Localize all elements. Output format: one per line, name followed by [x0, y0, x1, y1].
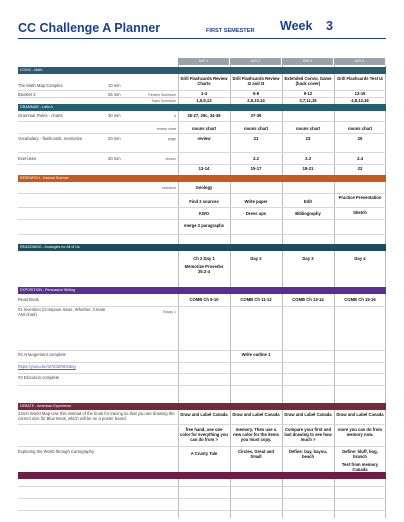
cell: Circles, Great and Small — [238, 449, 274, 459]
cell: 21 — [253, 136, 259, 141]
row-sub-label: page — [168, 137, 176, 141]
row-label: Exercises — [18, 156, 37, 161]
cell: Define: bluff, bog, branch — [342, 449, 378, 459]
row-sub-label: Essay 1 — [163, 310, 176, 314]
cell: 23 — [305, 136, 311, 141]
row-sub-label: Topic Schedule — [151, 99, 176, 103]
section-band-grammar: GRAMMAR - Latin A — [18, 104, 386, 111]
cell: Test from memory Canada — [341, 462, 379, 472]
row-label: The Math Map Complex — [18, 83, 63, 88]
cell: memory. Then use a new color for the items you must copy. — [233, 427, 279, 442]
row-sub-label: review chart — [156, 127, 176, 131]
semester-label: FIRST SEMESTER — [206, 28, 255, 34]
day-4-header: DAY 4 — [334, 58, 386, 65]
day-3-header: DAY 3 — [282, 58, 334, 65]
row-time: 30 min — [108, 113, 121, 118]
cell-logic-day1: Drill Flashcards Review Charts — [180, 76, 228, 86]
row-time: 10 min — [108, 83, 121, 88]
cell: Sketch — [353, 210, 367, 215]
cell: 13-14 — [198, 166, 210, 171]
row-divider — [18, 306, 386, 307]
cell: merge 2 paragraphs — [183, 223, 225, 228]
cell: review — [197, 136, 211, 141]
cell: Draw and Label Canada — [180, 412, 228, 417]
cell: 13-16 — [354, 91, 366, 96]
row-label: Booklet 3 — [18, 92, 36, 97]
section-band-logic: LOGIC - Math — [18, 67, 386, 74]
cell: Edit — [304, 199, 312, 204]
cell: 25 — [357, 136, 363, 141]
row-divider — [18, 133, 386, 134]
row-time: 20 min — [108, 136, 121, 141]
cell: 2.3 — [305, 156, 311, 161]
week-label: Week — [280, 19, 313, 33]
cell: Find 2 sources — [189, 199, 219, 204]
cell: 22 — [357, 166, 363, 171]
row-divider — [18, 164, 386, 165]
row-divider — [18, 486, 386, 487]
cell: 3,7,11,15 — [299, 98, 317, 103]
cell: Define: bay, bayou, beach — [288, 449, 328, 459]
row-divider — [18, 424, 386, 425]
row-divider — [18, 121, 386, 122]
cell: Practice Presentation — [338, 195, 382, 200]
cell: nouns chart — [348, 126, 372, 131]
row-divider — [18, 234, 386, 235]
row-label: Read Book — [18, 297, 39, 302]
row-divider — [18, 97, 386, 98]
cell: 4,8,12,16 — [351, 98, 369, 103]
row-divider — [18, 207, 386, 208]
cell: 18-21 — [302, 166, 314, 171]
cell: Day 4 — [354, 256, 366, 261]
row-divider — [18, 385, 386, 386]
row-sub-label: lesson — [165, 157, 176, 161]
cell: more you can do from memory now. — [338, 427, 382, 437]
week-number: 3 — [326, 19, 333, 33]
cell: 37-39 — [250, 113, 262, 118]
cell: Draw and Label Canada — [336, 412, 384, 417]
cell: 2.4 — [357, 156, 363, 161]
cell-logic-day3: Extended Convo. Game (back cover) — [284, 76, 332, 86]
cell: nouns chart — [192, 126, 216, 131]
row-divider — [18, 362, 386, 363]
row-sub-label: Review Schedule — [148, 93, 176, 97]
cell: Memorize Proverbs 25:2-4 — [184, 264, 224, 274]
video-link[interactable]: https://youtu.be/1PZd2R8G6eg — [18, 364, 76, 369]
row-divider — [18, 152, 386, 153]
cell: COMB Ch 13-14 — [292, 297, 324, 302]
cell: nouns chart — [296, 126, 320, 131]
row-sub-label: research — [162, 186, 176, 190]
row-divider — [18, 219, 386, 220]
cell: Day 3 — [302, 256, 314, 261]
row-label: Grammar Rules - charts — [18, 113, 63, 118]
row-divider — [18, 446, 386, 447]
footer-band — [18, 472, 386, 479]
row-divider — [18, 350, 386, 351]
cell: Geology — [195, 185, 213, 190]
day-1-header: DAY 1 — [178, 58, 230, 65]
row-time: 35 min — [108, 92, 121, 97]
cell: Compare your first and last drawing to see how much > — [284, 427, 332, 442]
cell: Draw and Label Canada — [232, 412, 280, 417]
cell: free hand, use one color for everything you can do from > — [180, 427, 228, 442]
cell: Dress ups — [245, 211, 267, 216]
cell: nouns chart — [244, 126, 268, 131]
cell: 2,6,10,14 — [247, 98, 265, 103]
row-divider — [18, 510, 386, 511]
row-divider — [18, 90, 386, 91]
day-2-header: DAY 2 — [230, 58, 282, 65]
cell-logic-day4: Drill Flashcards Test I4 — [337, 76, 383, 81]
row-label: #2 Arrangement complete — [18, 352, 66, 357]
cell: 25-27, 29c, 34-36 — [187, 113, 221, 118]
cell: A Crusty Tale — [190, 451, 218, 456]
cell: Write outline 1 — [241, 352, 271, 357]
cell: 5-8 — [252, 91, 260, 96]
section-band-debate: DEBATE - American Experience — [18, 403, 386, 410]
cell: COMB Ch 11-12 — [240, 297, 272, 302]
cell: Write paper — [244, 199, 268, 204]
section-band-exposition: EXPOSITION - Persuasive Writing — [18, 287, 386, 294]
row-label: #3 Elocution complete — [18, 375, 60, 380]
row-divider — [18, 498, 386, 499]
row-label: #1 Invention (Compose Issue, Whether, Create ANI chart) — [18, 307, 106, 317]
cell: 9-12 — [303, 91, 313, 96]
row-time: 30 min — [108, 156, 121, 161]
row-label: Exploring the World through Cartography — [18, 449, 95, 454]
cell: Draw and Label Canada — [284, 412, 332, 417]
cell: Bibliography — [295, 211, 321, 216]
row-label: 24a-b World Map-Use this instead of the book for tracing so that you are drawing the correct size for Blue Book, which will be on a poster board. — [18, 411, 175, 421]
cell: KWO — [198, 211, 210, 216]
row-divider — [18, 373, 386, 374]
cell: COMB Ch 9-10 — [189, 297, 219, 302]
section-band-reasoning: REASONING - Analogies for All of Us — [18, 244, 386, 251]
row-divider — [18, 193, 386, 194]
cell: Ch 2 Day 1 — [193, 256, 215, 261]
header-divider — [18, 38, 386, 39]
row-sub-label: # — [174, 114, 176, 118]
cell: 1,5,9,13 — [196, 98, 212, 103]
cell: Day 2 — [250, 256, 262, 261]
row-label: Vocabulary - flashcards, memorize — [18, 136, 83, 141]
cell-logic-day2: Drill Flashcards Review I2 and I3 — [232, 76, 280, 86]
cell: 2.2 — [253, 156, 259, 161]
page-title: CC Challenge A Planner — [18, 21, 161, 35]
cell: COMB Ch 15-16 — [344, 297, 376, 302]
cell: 1-4 — [200, 91, 208, 96]
cell: 15-17 — [250, 166, 262, 171]
section-band-research: RESEARCH - Natural Science — [18, 175, 386, 182]
